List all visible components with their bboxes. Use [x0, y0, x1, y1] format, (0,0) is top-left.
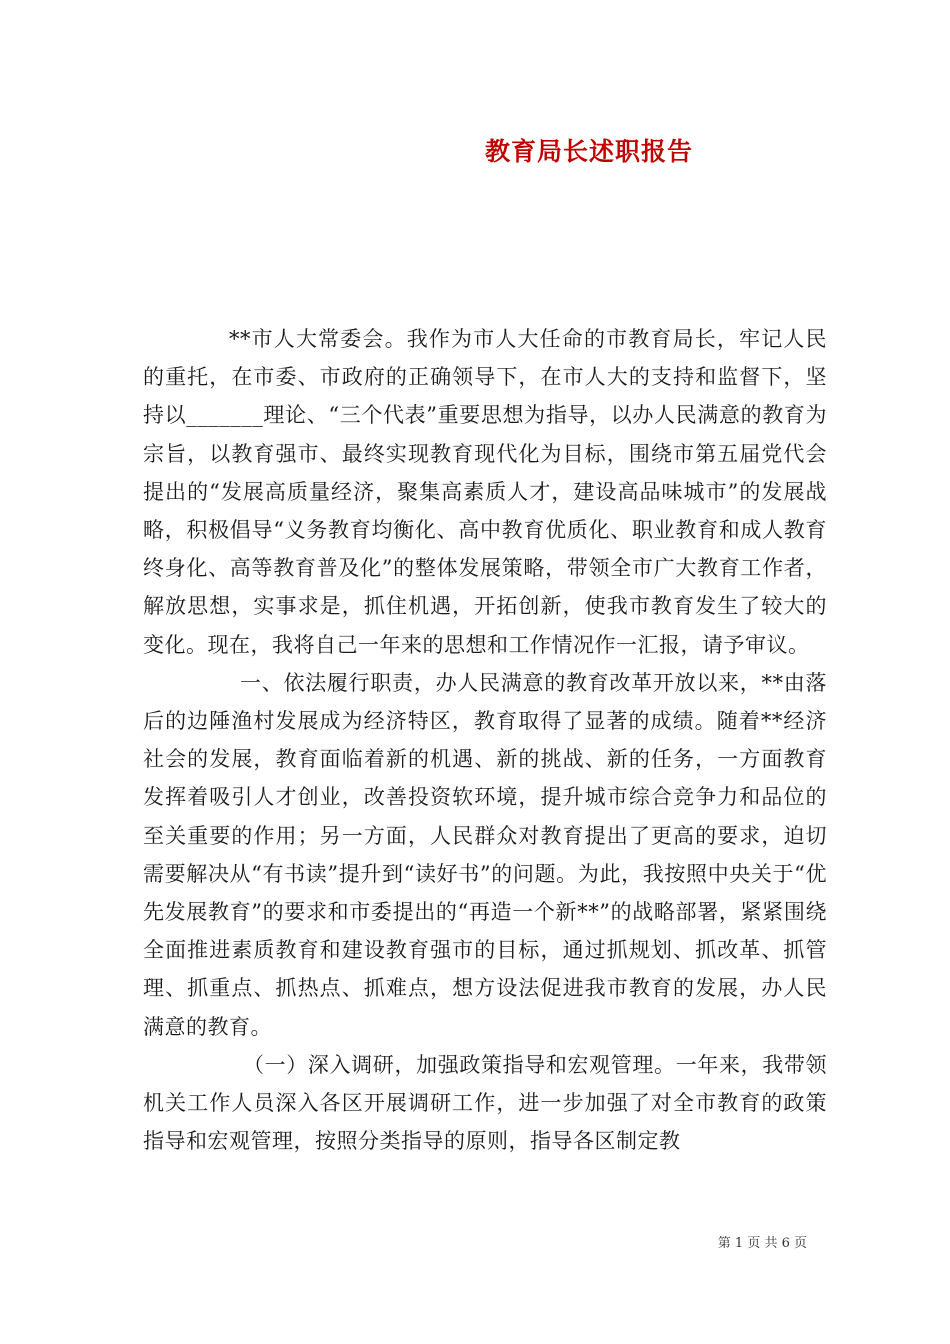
page-number-footer: 第 1 页 共 6 页 [717, 1236, 807, 1251]
paragraph-section-one: 一、依法履行职责，办人民满意的教育改革开放以来，**由落后的边陲渔村发展成为经济特区，教育取得了显著的成绩。随着**经济社会的发展，教育面临着新的机遇、新的挑战、新的任务，一方面教育发挥着吸引人才创业，改善投资软环境，提升城市综合竞争力和品位的至关重要的作用；另一方面，人民群众对教育提出了更高的要求，迫切需要解决从“有书读”提升到“读好书”的问题。为此，我按照中央关于“优先发展教育”的要求和市委提出的“再造一个新**”的战略部署，紧紧围绕全面推进素质教育和建设教育强市的目标，通过抓规划、抓改革、抓管理、抓重点、抓热点、抓难点，想方设法促进我市教育的发展，办人民满意的教育。 [143, 670, 827, 1039]
paragraph-intro: **市人大常委会。我作为市人大任命的市教育局长，牢记人民的重托，在市委、市政府的正确领导下，在市人大的支持和监督下，坚持以_______理论、“三个代表”重要思想为指导，以办人民满意的教育为宗旨，以教育强市、最终实现教育现代化为目标，围绕市第五届党代会提出的“发展高质量经济，聚集高素质人才，建设高品味城市”的发展战略，积极倡导“义务教育均衡化、高中教育优质化、职业教育和成人教育终身化、高等教育普及化”的整体发展策略，带领全市广大教育工作者，解放思想，实事求是，抓住机遇，开拓创新，使我市教育发生了较大的变化。现在，我将自己一年来的思想和工作情况作一汇报，请予审议。 [143, 327, 827, 657]
paragraph-subsection-one: （一）深入调研，加强政策指导和宏观管理。一年来，我带领机关工作人员深入各区开展调研工作，进一步加强了对全市教育的政策指导和宏观管理，按照分类指导的原则，指导各区制定教 [143, 1052, 827, 1154]
document-title: 教育局长述职报告 [484, 137, 693, 166]
document-body [143, 320, 827, 1160]
